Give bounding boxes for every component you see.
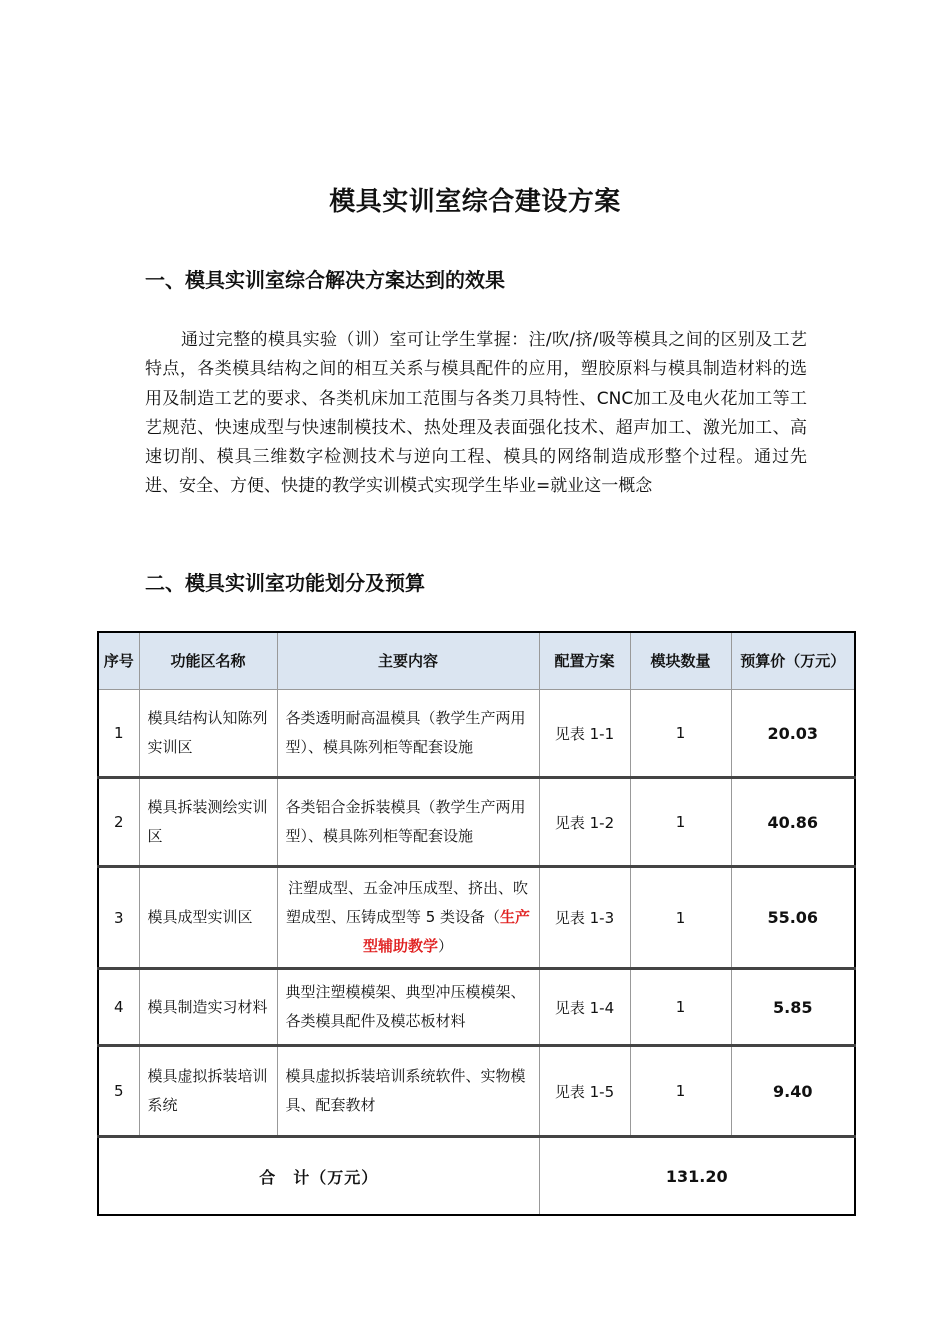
cell-name: 模具虚拟拆装培训系统 [139, 1046, 277, 1137]
document-title: 模具实训室综合建设方案 [329, 187, 621, 217]
section1-paragraph: 通过完整的模具实验（训）室可让学生掌握：注/吹/挤/吸等模具之间的区别及工艺特点，各类模具结构之间的相互关系与模具配件的应用，塑胶原料与模具制造材料的选用及制造工艺的要求、各类机床加工范围与各类刀具特性、CNC加工及电火花加工等工艺规范、快速成型与快速制模技术、热处理及表面强化技术、超声加工、激光加工、高速切削、模具三维数字检测技术与逆向工程、模具的网络制造成形整个过程。通过先进、安全、方便、快捷的教学实训模式实现学生毕业=就业这一概念 [145, 330, 807, 497]
cell-price: 5.85 [731, 969, 855, 1046]
table-row [98, 778, 855, 867]
cell-seq: 3 [98, 867, 139, 969]
cell-content-text: 注塑成型、五金冲压成型、挤出、吹塑成型、压铸成型等 5 类设备（ [285, 879, 528, 926]
header-qty: 模块数量 [630, 632, 731, 690]
cell-price: 40.86 [731, 778, 855, 867]
cell-price: 9.40 [731, 1046, 855, 1137]
cell-content: 模具虚拟拆装培训系统软件、实物模具、配套教材 [277, 1046, 539, 1137]
cell-seq: 5 [98, 1046, 139, 1137]
table-header-row [98, 632, 855, 690]
cell-qty: 1 [630, 1046, 731, 1137]
section2-heading: 二、模具实训室功能划分及预算 [145, 571, 425, 595]
cell-config: 见表 1-2 [539, 778, 630, 867]
cell-config: 见表 1-4 [539, 969, 630, 1046]
cell-seq: 2 [98, 778, 139, 867]
cell-content: 典型注塑模模架、典型冲压模模架、各类模具配件及模芯板材料 [277, 969, 539, 1046]
cell-seq: 4 [98, 969, 139, 1046]
cell-price: 20.03 [731, 690, 855, 778]
cell-content [277, 867, 539, 969]
cell-config: 见表 1-1 [539, 690, 630, 778]
cell-name: 模具制造实习材料 [139, 969, 277, 1046]
cell-qty: 1 [630, 969, 731, 1046]
section1-heading: 一、模具实训室综合解决方案达到的效果 [145, 268, 505, 292]
table-row [98, 690, 855, 778]
cell-qty: 1 [630, 867, 731, 969]
header-price: 预算价（万元） [731, 632, 855, 690]
cell-name: 模具成型实训区 [139, 867, 277, 969]
table-row [98, 969, 855, 1046]
cell-name: 模具拆装测绘实训区 [139, 778, 277, 867]
cell-config: 见表 1-3 [539, 867, 630, 969]
cell-content-tail: ） [438, 937, 454, 955]
budget-table [97, 631, 856, 1216]
header-config: 配置方案 [539, 632, 630, 690]
table-row [98, 1046, 855, 1137]
cell-config: 见表 1-5 [539, 1046, 630, 1137]
cell-content: 各类铝合金拆装模具（教学生产两用型）、模具陈列柜等配套设施 [277, 778, 539, 867]
cell-price: 55.06 [731, 867, 855, 969]
cell-qty: 1 [630, 690, 731, 778]
highlight-text: 生产型辅助教学 [362, 908, 531, 955]
cell-seq: 1 [98, 690, 139, 778]
total-label: 合 计（万元） [98, 1137, 539, 1216]
total-value: 131.20 [539, 1137, 855, 1216]
cell-content: 各类透明耐高温模具（教学生产两用型）、模具陈列柜等配套设施 [277, 690, 539, 778]
table-total-row [98, 1137, 855, 1216]
table-row [98, 867, 855, 969]
header-name: 功能区名称 [139, 632, 277, 690]
header-content: 主要内容 [277, 632, 539, 690]
cell-name: 模具结构认知陈列实训区 [139, 690, 277, 778]
cell-qty: 1 [630, 778, 731, 867]
header-seq: 序号 [98, 632, 139, 690]
